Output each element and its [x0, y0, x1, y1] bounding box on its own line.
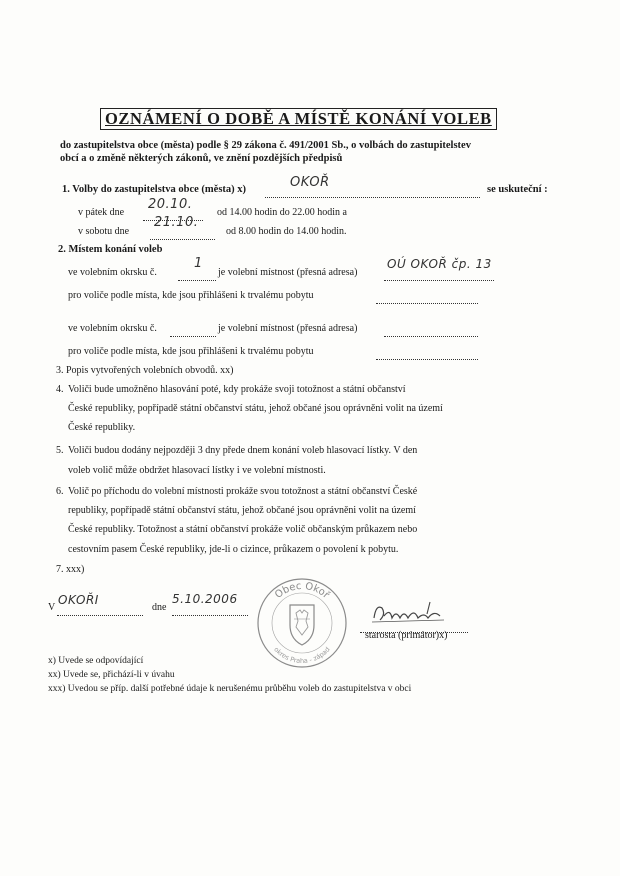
footnote-2: xx) Uvede se, přichází-li v úvahu: [48, 670, 175, 680]
date-prefix: dne: [152, 602, 167, 613]
item-6-line-4: cestovním pasem České republiky, jde-li o cizince, průkazem o povolení k pobytu.: [68, 544, 399, 555]
signer-role: starosta (primátor)x): [365, 630, 448, 641]
seal-top-text: Obec Okoř: [273, 580, 332, 601]
municipality-handwritten: OKOŘ: [290, 175, 330, 190]
address-field-2: [384, 324, 478, 342]
district-prefix-2: ve volebním okrsku č.: [68, 323, 157, 334]
room-text: je volební místnost (přesná adresa): [218, 267, 358, 278]
row1-time: od 14.00 hodin do 22.00 hodin a: [217, 207, 347, 218]
item-3: 3. Popis vytvořených volebních obvodů. xx): [56, 365, 234, 376]
item-4-num: 4.: [56, 384, 64, 395]
date-handwritten: 5.10.2006: [172, 592, 238, 606]
voters-field-2: [376, 347, 478, 365]
item-6-line-3: České republiky. Totožnost a státní občanství prokáže volič občanským průkazem nebo: [68, 524, 418, 535]
row2-time: od 8.00 hodin do 14.00 hodin.: [226, 226, 347, 237]
place-prefix: V: [48, 602, 56, 613]
intro-line-2: obcí a o změně některých zákonů, ve znění pozdějších předpisů: [60, 153, 343, 164]
official-seal: [256, 577, 348, 669]
voters-field: [376, 291, 478, 309]
item-6-line-2: republiky, popřípadě státní občanství státu, jehož občané jsou oprávněni volit na území: [68, 505, 416, 516]
voters-text-2: pro voliče podle místa, kde jsou přihlášeni k trvalému pobytu: [68, 346, 314, 357]
intro-line-1: do zastupitelstva obce (města) podle § 29 zákona č. 491/2001 Sb., o volbách do zastupitelstev: [60, 140, 471, 151]
item-6-line-1: Volič po příchodu do volební místnosti prokáže svou totožnost a státní občanství České: [68, 486, 418, 497]
district-field-2: [170, 324, 216, 342]
page-title: OZNÁMENÍ O DOBĚ A MÍSTĚ KONÁNÍ VOLEB: [100, 108, 497, 130]
item-7: 7. xxx): [56, 564, 85, 575]
row1-date-handwritten: 20.10.: [148, 197, 193, 212]
address-handwritten: OÚ OKOŘ čp. 13: [387, 257, 492, 271]
place-handwritten: OKOŘI: [58, 593, 99, 607]
row2-date-handwritten: 21.10.: [154, 215, 199, 230]
item-6-num: 6.: [56, 486, 64, 497]
coat-of-arms-icon: [290, 605, 314, 645]
district-handwritten: 1: [194, 256, 203, 271]
footnote-1: x) Uvede se odpovídající: [48, 656, 144, 666]
section1-label: 1. Volby do zastupitelstva obce (města) x): [62, 184, 247, 195]
voters-text: pro voliče podle místa, kde jsou přihlášeni k trvalému pobytu: [68, 290, 314, 301]
row2-prefix: v sobotu dne: [78, 226, 130, 237]
item-5-line-1: Voliči budou dodány nejpozději 3 dny přede dnem konání voleb hlasovací lístky. V den: [68, 445, 418, 456]
item-4-line-2: České republiky, popřípadě státní občanství státu, jehož občané jsou oprávněni volit na území: [68, 403, 443, 414]
section2-label: 2. Místem konání voleb: [58, 244, 163, 255]
room-text-2: je volební místnost (přesná adresa): [218, 323, 358, 334]
district-prefix: ve volebním okrsku č.: [68, 267, 157, 278]
row1-prefix: v pátek dne: [78, 207, 125, 218]
seal-bottom-text: okres Praha - západ: [272, 645, 332, 666]
section1-suffix: se uskuteční :: [487, 184, 548, 195]
item-5-num: 5.: [56, 445, 64, 456]
item-5-line-2: voleb volič může obdržet hlasovací lístky i ve volební místnosti.: [68, 465, 326, 476]
item-4-line-1: Voliči bude umožněno hlasování poté, kdy prokáže svoji totožnost a státní občanství: [68, 384, 406, 395]
footnote-3: xxx) Uvedou se příp. další potřebné údaje k nerušenému průběhu voleb do zastupitelstva v obci: [48, 684, 412, 694]
item-4-line-3: České republiky.: [68, 422, 136, 433]
